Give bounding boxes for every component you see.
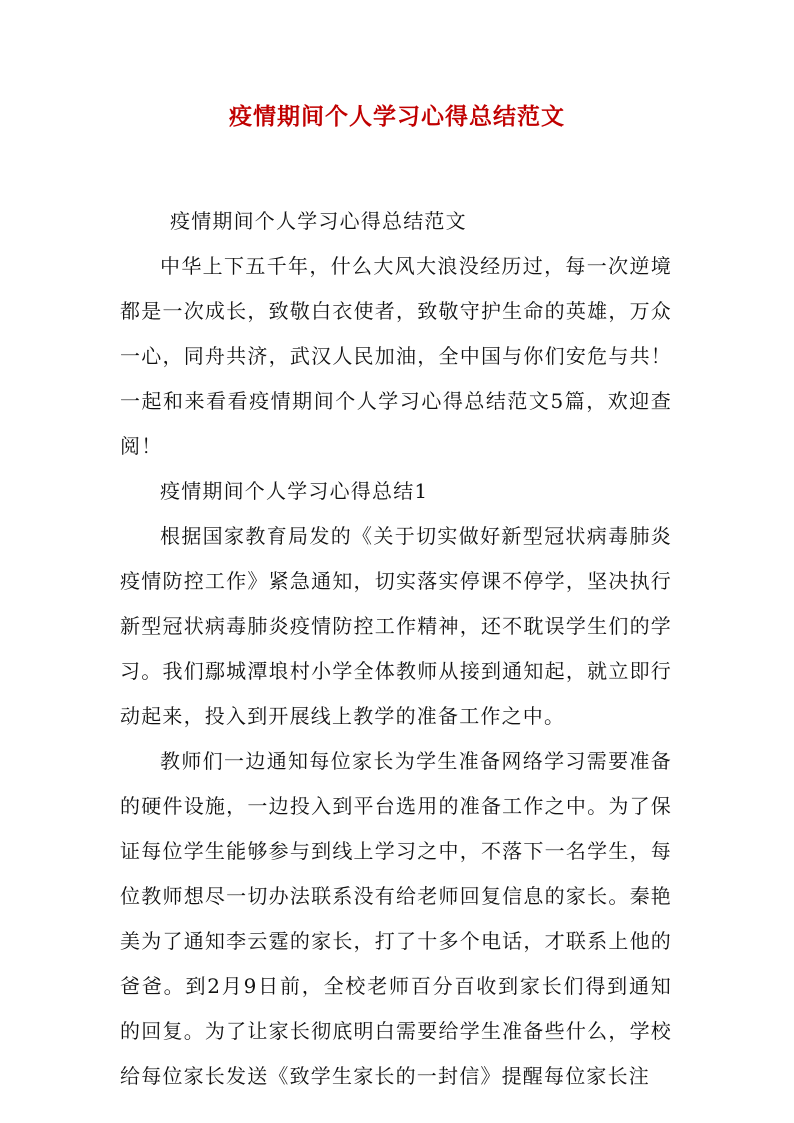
section-heading: 疫情期间个人学习心得总结1 [160, 479, 429, 503]
document-title: 疫情期间个人学习心得总结范文 [229, 103, 565, 130]
body-paragraph: 根据国家教育局发的《关于切实做好新型冠状病毒肺炎疫情防控工作》紧急通知，切实落实停课不停学，坚决执行新型冠状病毒肺炎疫情防控工作精神，还不耽误学生们的学习。我们鄢城潭埌村小学全体教师从接到通知起，就立即行动起来，投入到开展线上教学的准备工作之中。 [120, 524, 672, 728]
intro-paragraph: 中华上下五千年，什么大风大浪没经历过，每一次逆境都是一次成长，致敬白衣使者，致敬守护生命的英雄，万众一心，同舟共济，武汉人民加油，全中国与你们安危与共！一起和来看看疫情期间个人学习心得总结范文5篇，欢迎查阅！ [120, 254, 672, 458]
body-paragraph: 教师们一边通知每位家长为学生准备网络学习需要准备的硬件设施，一边投入到平台选用的准备工作之中。为了保证每位学生能够参与到线上学习之中，不落下一名学生，每位教师想尽一切办法联系没有给老师回复信息的家长。秦艳美为了通知李云霆的家长，打了十多个电话，才联系上他的爸爸。到2月9日前，全校老师百分百收到家长们得到通知的回复。为了让家长彻底明白需要给学生准备些什么，学校给每位家长发送《致学生家长的一封信》提醒每位家长注 [120, 749, 672, 1088]
body-subtitle: 疫情期间个人学习心得总结范文 [170, 209, 467, 233]
document-body [120, 199, 672, 1099]
